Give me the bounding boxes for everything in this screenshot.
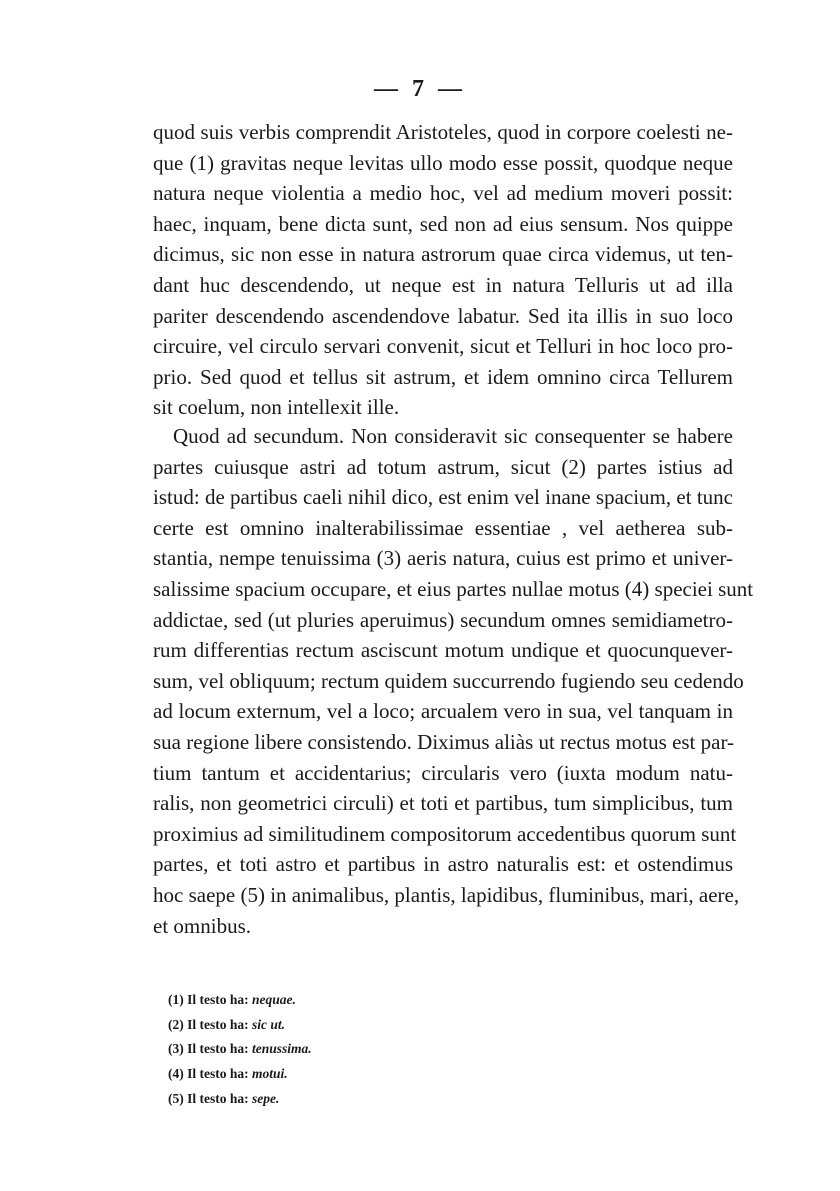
text-line: natura neque violentia a medio hoc, vel ad medium moveri possit: xyxy=(153,181,733,206)
text-line: dant huc descendendo, ut neque est in natura Telluris ut ad illa xyxy=(153,272,733,297)
text-line: prio. Sed quod et tellus sit astrum, et idem omnino circa Tellurem xyxy=(153,364,733,389)
footnote-marker: (2) Il testo ha: xyxy=(168,1016,249,1032)
text-line: tium tantum et accidentarius; circularis vero (iuxta modum natu- xyxy=(153,760,733,785)
footnote-reading: nequae. xyxy=(252,992,296,1007)
text-line: proximius ad similitudinem compositorum accedentibus quorum sunt xyxy=(153,821,737,846)
text-line: Quod ad secundum. Non consideravit sic consequenter se habere xyxy=(173,424,733,448)
text-line: quod suis verbis comprendit Aristoteles, quod in corpore coelesti ne- xyxy=(153,120,733,144)
footnote-2 xyxy=(168,1013,312,1038)
text-line: hoc saepe (5) in animalibus, plantis, lapidibus, fluminibus, mari, aere, xyxy=(153,882,740,907)
footnote-marker: (4) Il testo ha: xyxy=(168,1066,249,1082)
text-line: haec, inquam, bene dicta sunt, sed non ad eius sensum. Nos quippe xyxy=(153,211,733,236)
text-line: et omnibus. xyxy=(153,913,251,938)
paragraph-2 xyxy=(153,421,754,941)
text-line: salissime spacium occupare, et eius partes nullae motus (4) speciei sunt xyxy=(153,576,754,601)
footnote-marker: (5) Il testo ha: xyxy=(168,1090,249,1106)
footnote-1 xyxy=(168,988,312,1013)
text-line: dicimus, sic non esse in natura astrorum quae circa videmus, ut ten- xyxy=(153,242,733,267)
page-number: — 7 — xyxy=(374,76,466,102)
footnote-marker: (1) Il testo ha: xyxy=(168,992,249,1007)
text-line: certe est omnino inalterabilissimae essentiae , vel aetherea sub- xyxy=(153,515,733,540)
paragraph-1 xyxy=(153,117,733,423)
footnote-3 xyxy=(168,1037,312,1062)
footnotes xyxy=(168,988,312,1111)
text-line: addictae, sed (ut pluries aperuimus) secundum omnes semidiametro- xyxy=(153,607,733,632)
text-line: istud: de partibus caeli nihil dico, est enim vel inane spacium, et tunc xyxy=(153,485,733,510)
text-line: ad locum externum, vel a loco; arcualem vero in sua, vel tanquam in xyxy=(153,699,733,724)
text-line: stantia, nempe tenuissima (3) aeris natura, cuius est primo et univer- xyxy=(153,546,733,571)
footnote-5 xyxy=(168,1087,312,1112)
text-line: sua regione libere consistendo. Diximus aliàs ut rectus motus est par- xyxy=(153,729,735,754)
text-line: pariter descendendo ascendendove labatur. Sed ita illis in suo loco xyxy=(153,303,733,328)
text-line: circuire, vel circulo servari convenit, sicut et Telluri in hoc loco pro- xyxy=(153,334,733,359)
text-line: sit coelum, non intellexit ille. xyxy=(153,395,400,420)
footnote-reading: sic ut. xyxy=(252,1016,286,1032)
text-line: partes cuiusque astri ad totum astrum, sicut (2) partes istius ad xyxy=(153,454,733,479)
text-line: rum differentias rectum asciscunt motum undique et quocunquever- xyxy=(153,638,733,663)
text-line: sum, vel obliquum; rectum quidem succurrendo fugiendo seu cedendo xyxy=(153,668,744,693)
footnote-reading: tenussima. xyxy=(252,1041,312,1057)
footnote-reading: motui. xyxy=(252,1066,288,1082)
footnote-reading: sepe. xyxy=(252,1090,280,1106)
footnote-marker: (3) Il testo ha: xyxy=(168,1041,249,1057)
text-line: ralis, non geometrici circuli) et toti et partibus, tum simplicibus, tum xyxy=(153,791,733,816)
text-line: partes, et toti astro et partibus in astro naturalis est: et ostendimus xyxy=(153,852,733,877)
text-line: que (1) gravitas neque levitas ullo modo esse possit, quodque neque xyxy=(153,150,733,175)
footnote-4 xyxy=(168,1062,312,1087)
